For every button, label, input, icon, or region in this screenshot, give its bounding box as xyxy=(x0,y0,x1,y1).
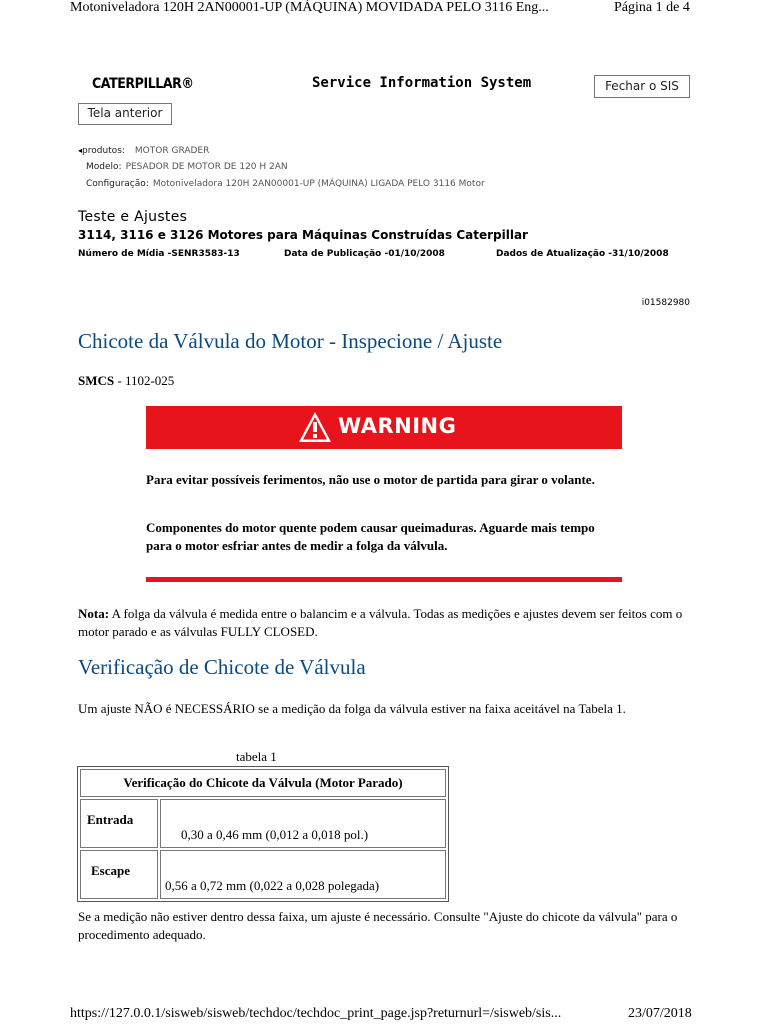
close-sis-button[interactable]: Fechar o SIS xyxy=(594,75,690,98)
footer-url: https://127.0.0.1/sisweb/sisweb/techdoc/techdoc_print_page.jsp?returnurl=/sisweb/sis... xyxy=(70,1006,562,1021)
row-label-exhaust: Escape xyxy=(80,850,158,899)
table-header: Verificação do Chicote da Válvula (Motor Parado) xyxy=(80,769,446,797)
outro-text: Se a medição não estiver dentro dessa faixa, um ajuste é necessário. Consulte "Ajuste do chicote da válvula" para o procedimento adequado. xyxy=(78,909,678,942)
table-row xyxy=(80,850,446,899)
breadcrumb-config-value: Motoniveladora 120H 2AN00001-UP (MÁQUINA) LIGADA PELO 3116 Motor xyxy=(152,179,485,189)
outro xyxy=(78,908,708,944)
smcs-line xyxy=(78,373,174,389)
chevron-left-icon: ◂ xyxy=(78,146,83,155)
valve-lash-table xyxy=(77,766,449,902)
table-caption: tabela 1 xyxy=(236,749,277,764)
breadcrumb-products-label: produtos: xyxy=(82,146,125,156)
warning-banner xyxy=(146,406,622,449)
note-label: Nota: xyxy=(78,606,110,621)
warning-paragraph-2: Componentes do motor quente podem causar queimaduras. Aguarde mais tempo para o motor esfriar antes de medir a folga da válvula. xyxy=(146,520,595,553)
sis-title: Service Information System xyxy=(312,75,532,91)
print-header-title: Motoniveladora 120H 2AN00001-UP (MÁQUINA) MOVIDADA PELO 3116 Eng... xyxy=(70,0,549,15)
warning-triangle-icon xyxy=(298,411,332,445)
print-header-page: Página 1 de 4 xyxy=(614,0,690,15)
doc-subtitle: 3114, 3116 e 3126 Motores para Máquinas Construídas Caterpillar xyxy=(78,228,528,242)
section-title: Teste e Ajustes xyxy=(78,209,188,225)
table-row xyxy=(80,799,446,848)
breadcrumb-model-label: Modelo: xyxy=(86,162,122,172)
update-date: Dados de Atualização -31/10/2008 xyxy=(496,249,669,259)
media-number: Número de Mídia -SENR3583-13 xyxy=(78,249,240,259)
warning-label: WARNING xyxy=(338,414,457,438)
row-value-intake: 0,30 a 0,46 mm (0,012 a 0,018 pol.) xyxy=(160,799,446,848)
note-text: A folga da válvula é medida entre o balancim e a válvula. Todas as medições e ajustes devem ser feitos com o motor parado e as válvulas FULLY CLOSED. xyxy=(78,606,683,639)
breadcrumb-config-label: Configuração: xyxy=(86,179,149,189)
row-label-intake: Entrada xyxy=(80,799,158,848)
breadcrumb-model-value[interactable]: PESADOR DE MOTOR DE 120 H 2AN xyxy=(125,162,288,172)
note xyxy=(78,605,698,641)
warning-text-2 xyxy=(146,519,622,555)
smcs-value: - 1102-025 xyxy=(114,373,175,388)
previous-screen-button[interactable]: Tela anterior xyxy=(78,103,172,125)
breadcrumb-products-value[interactable]: MOTOR GRADER xyxy=(134,146,210,156)
section-heading: Verificação de Chicote de Válvula xyxy=(78,655,366,679)
breadcrumb-model xyxy=(86,162,288,172)
breadcrumb-products xyxy=(78,146,209,156)
table-header-row xyxy=(80,769,446,797)
intro xyxy=(78,700,708,718)
intro-text: Um ajuste NÃO é NECESSÁRIO se a medição da folga da válvula estiver na faixa aceitável na Tabela 1. xyxy=(78,701,626,716)
footer-date: 23/07/2018 xyxy=(628,1006,692,1021)
image-id: i01582980 xyxy=(641,298,690,308)
page-title: Chicote da Válvula do Motor - Inspecione / Ajuste xyxy=(78,329,503,353)
publication-date: Data de Publicação -01/10/2008 xyxy=(284,249,445,259)
smcs-label: SMCS xyxy=(78,373,115,388)
caterpillar-logo: CATERPILLAR® xyxy=(92,76,194,92)
warning-bottom-rule xyxy=(146,577,622,582)
warning-paragraph-1: Para evitar possíveis ferimentos, não use o motor de partida para girar o volante. xyxy=(146,472,595,487)
warning-text-1 xyxy=(146,471,622,489)
row-value-exhaust: 0,56 a 0,72 mm (0,022 a 0,028 polegada) xyxy=(160,850,446,899)
breadcrumb-config xyxy=(86,179,485,189)
